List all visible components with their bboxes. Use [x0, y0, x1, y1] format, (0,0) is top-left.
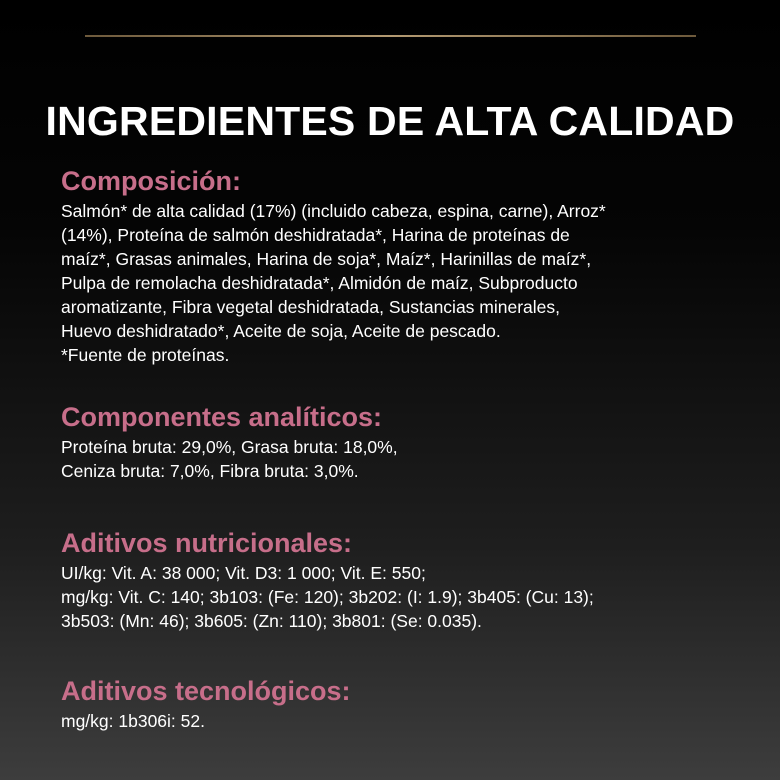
page-title: INGREDIENTES DE ALTA CALIDAD [45, 98, 735, 145]
section-aditivos-nutricionales [61, 528, 751, 633]
text-line: Ceniza bruta: 7,0%, Fibra bruta: 3,0%. [61, 461, 359, 481]
text-line: Huevo deshidratado*, Aceite de soja, Aceite de pescado. [61, 321, 501, 341]
section-body-composicion [61, 199, 751, 367]
section-body-aditivos-tecnologicos [61, 709, 751, 733]
footnote: *Fuente de proteínas. [61, 345, 230, 365]
section-aditivos-tecnologicos [61, 676, 751, 733]
section-heading-composicion: Composición: [61, 166, 241, 196]
section-componentes-analiticos [61, 402, 751, 483]
text-line: Salmón* de alta calidad (17%) (incluido cabeza, espina, carne), Arroz* [61, 201, 606, 221]
top-divider [85, 35, 696, 37]
text-line: mg/kg: 1b306i: 52. [61, 711, 205, 731]
section-body-componentes-analiticos [61, 435, 751, 483]
text-line: aromatizante, Fibra vegetal deshidratada, Sustancias minerales, [61, 297, 561, 317]
text-line: maíz*, Grasas animales, Harina de soja*, Maíz*, Harinillas de maíz*, [61, 249, 592, 269]
text-line: mg/kg: Vit. C: 140; 3b103: (Fe: 120); 3b202: (I: 1.9); 3b405: (Cu: 13); [61, 587, 594, 607]
text-line: UI/kg: Vit. A: 38 000; Vit. D3: 1 000; Vit. E: 550; [61, 563, 426, 583]
section-heading-aditivos-nutricionales: Aditivos nutricionales: [61, 528, 353, 558]
section-composicion [61, 166, 751, 367]
text-line: 3b503: (Mn: 46); 3b605: (Zn: 110); 3b801: (Se: 0.035). [61, 611, 482, 631]
section-heading-aditivos-tecnologicos: Aditivos tecnológicos: [61, 676, 351, 706]
section-body-aditivos-nutricionales [61, 561, 751, 633]
section-heading-componentes-analiticos: Componentes analíticos: [61, 402, 383, 432]
text-line: Proteína bruta: 29,0%, Grasa bruta: 18,0%, [61, 437, 398, 457]
text-line: Pulpa de remolacha deshidratada*, Almidón de maíz, Subproducto [61, 273, 578, 293]
text-line: (14%), Proteína de salmón deshidratada*, Harina de proteínas de [61, 225, 570, 245]
